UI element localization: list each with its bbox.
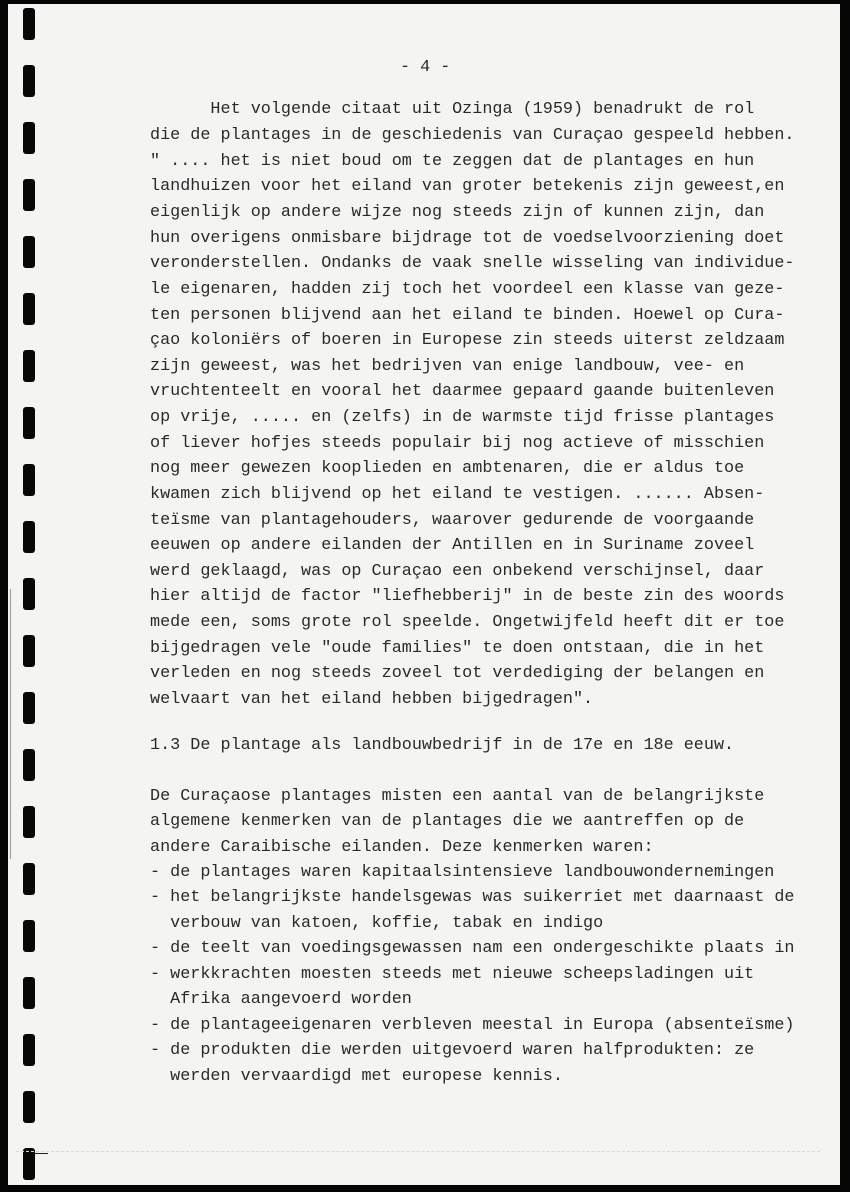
list-item-continuation: werden vervaardigd met europese kennis. xyxy=(150,1067,563,1086)
quote-line: veronderstellen. Ondanks de vaak snelle wisseling van individue- xyxy=(150,254,795,273)
quote-line: welvaart van het eiland hebben bijgedragen". xyxy=(150,690,594,709)
list-item: - de teelt van voedingsgewassen nam een ondergeschikte plaats in xyxy=(150,939,795,958)
quote-line: hier altijd de factor "liefhebberij" in de beste zin des woords xyxy=(150,587,785,606)
binding-hole xyxy=(23,521,35,553)
quote-line: eeuwen op andere eilanden der Antillen en in Suriname zoveel xyxy=(150,536,755,555)
binding-hole xyxy=(23,578,35,610)
list-item: - de produkten die werden uitgevoerd waren halfprodukten: ze xyxy=(150,1041,755,1060)
binding-hole xyxy=(23,236,35,268)
binding-hole xyxy=(23,179,35,211)
quote-line: vruchtenteelt en vooral het daarmee gepaard gaande buitenleven xyxy=(150,382,775,401)
binding-hole xyxy=(23,350,35,382)
quote-line: " .... het is niet boud om te zeggen dat de plantages en hun xyxy=(150,152,755,171)
quote-line: le eigenaren, hadden zij toch het voordeel een klasse van geze- xyxy=(150,280,785,299)
intro-line: algemene kenmerken van de plantages die we aantreffen op de xyxy=(150,812,745,831)
quote-line: ten personen blijvend aan het eiland te binden. Hoewel op Cura- xyxy=(150,306,785,325)
list-item-continuation: verbouw van katoen, koffie, tabak en indigo xyxy=(150,914,604,933)
quote-line: kwamen zich blijvend op het eiland te vestigen. ...... Absen- xyxy=(150,485,765,504)
binding-hole xyxy=(23,1091,35,1123)
quote-line: verleden en nog steeds zoveel tot verdediging der belangen en xyxy=(150,664,765,683)
quote-line: werd geklaagd, was op Curaçao een onbekend verschijnsel, daar xyxy=(150,562,765,581)
intro-line: andere Caraibische eilanden. Deze kenmerken waren: xyxy=(150,838,654,857)
binding-hole xyxy=(23,863,35,895)
section-heading: 1.3 De plantage als landbouwbedrijf in de 17e en 18e eeuw. xyxy=(150,736,735,755)
margin-pencil-line xyxy=(10,589,11,859)
quote-line: Het volgende citaat uit Ozinga (1959) benadrukt de rol xyxy=(150,100,755,119)
quote-line: hun overigens onmisbare bijdrage tot de voedselvoorziening doet xyxy=(150,229,785,248)
quote-line: op vrije, ..... en (zelfs) in de warmste tijd frisse plantages xyxy=(150,408,775,427)
binding-hole xyxy=(23,122,35,154)
quote-line: of liever hofjes steeds populair bij nog actieve of misschien xyxy=(150,434,765,453)
quote-line: çao koloniërs of boeren in Europese zin steeds uiterst zeldzaam xyxy=(150,331,785,350)
binding-hole xyxy=(23,407,35,439)
binding-hole xyxy=(23,293,35,325)
binding-hole xyxy=(23,692,35,724)
list-item-continuation: Afrika aangevoerd worden xyxy=(150,990,412,1009)
quote-line: eigenlijk op andere wijze nog steeds zijn of kunnen zijn, dan xyxy=(150,203,765,222)
quote-line: zijn geweest, was het bedrijven van enige landbouw, vee- en xyxy=(150,357,745,376)
binding-hole xyxy=(23,65,35,97)
binding-hole xyxy=(23,635,35,667)
binding-hole xyxy=(23,464,35,496)
intro-line: De Curaçaose plantages misten een aantal van de belangrijkste xyxy=(150,787,765,806)
quote-line: die de plantages in de geschiedenis van Curaçao gespeeld hebben. xyxy=(150,126,795,145)
list-item: - het belangrijkste handelsgewas was suikerriet met daarnaast de xyxy=(150,888,795,907)
binding-hole xyxy=(23,749,35,781)
binding-hole xyxy=(23,8,35,40)
quote-line: landhuizen voor het eiland van groter betekenis zijn geweest,en xyxy=(150,177,785,196)
binding-hole xyxy=(23,1034,35,1066)
list-item: - werkkrachten moesten steeds met nieuwe scheepsladingen uit xyxy=(150,965,755,984)
quote-line: bijgedragen vele "oude families" te doen ontstaan, die in het xyxy=(150,639,765,658)
list-item: - de plantages waren kapitaalsintensieve landbouwondernemingen xyxy=(150,863,775,882)
binding-hole xyxy=(23,806,35,838)
page-number: - 4 - xyxy=(400,58,451,77)
list-item: - de plantageeigenaren verbleven meestal in Europa (absenteïsme) xyxy=(150,1016,795,1035)
quote-line: mede een, soms grote rol speelde. Ongetwijfeld heeft dit er toe xyxy=(150,613,785,632)
binding-hole xyxy=(23,977,35,1009)
binding-hole xyxy=(23,920,35,952)
bottom-faint-line xyxy=(16,1151,820,1152)
quote-line: nog meer gewezen kooplieden en ambtenaren, die er aldus toe xyxy=(150,459,745,478)
margin-tick-mark xyxy=(34,1153,48,1154)
quote-line: teïsme van plantagehouders, waarover gedurende de voorgaande xyxy=(150,511,755,530)
